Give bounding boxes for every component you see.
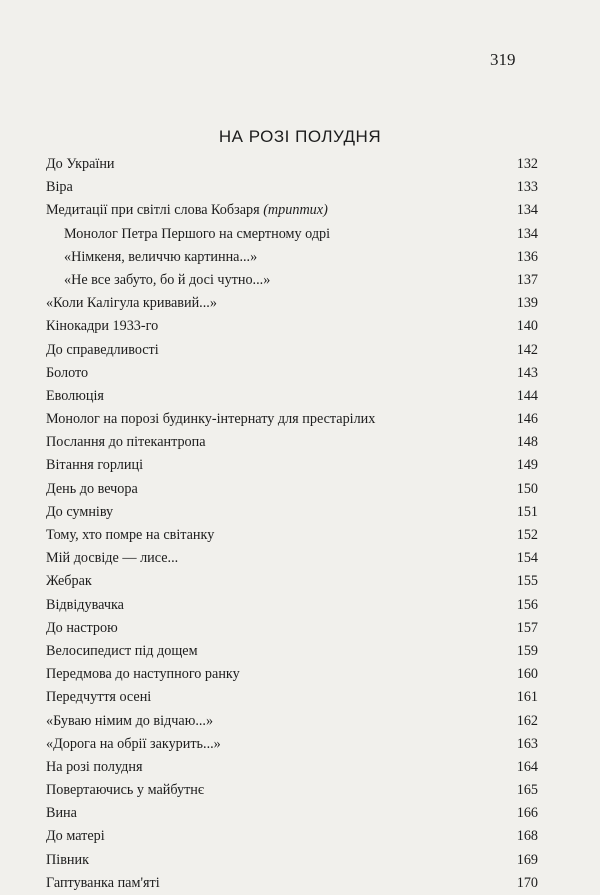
- toc-entry-page: 157: [516, 619, 538, 636]
- toc-entry-title: Мій досвіде — лисе...: [46, 550, 179, 567]
- toc-entry: [46, 547, 538, 570]
- toc-entry-page: 143: [516, 364, 538, 381]
- toc-entry-title: Гаптуванка пам'яті: [46, 874, 160, 891]
- toc-entry-page: 151: [516, 503, 538, 520]
- toc-entry-page: 146: [516, 411, 538, 428]
- toc-entry-title: Тому, хто помре на світанку: [46, 527, 215, 543]
- page-number: 319: [490, 50, 516, 69]
- table-of-contents: [46, 153, 538, 895]
- toc-entry: [46, 269, 538, 292]
- toc-entry: [46, 385, 538, 408]
- toc-entry: [46, 362, 538, 385]
- toc-entry: [46, 733, 538, 756]
- toc-entry-page: 148: [516, 434, 538, 451]
- toc-entry: [46, 524, 538, 547]
- toc-entry-page: 142: [516, 341, 538, 358]
- toc-entry-page: 149: [516, 457, 538, 474]
- toc-entry: [46, 315, 538, 338]
- toc-entry-title: До матері: [46, 828, 105, 845]
- toc-entry-page: 133: [516, 179, 538, 196]
- toc-entry-title: Болото: [46, 364, 89, 381]
- toc-entry: [46, 570, 538, 593]
- toc-entry: [46, 617, 538, 640]
- toc-entry-title: Повертаючись у майбутнє: [46, 782, 204, 799]
- toc-entry-title: Відвідувачка: [46, 596, 124, 613]
- toc-entry-title: До настрою: [46, 619, 118, 636]
- toc-entry-title: Послання до пітекантропа: [46, 434, 206, 451]
- toc-entry-title: До сумніву: [46, 503, 114, 520]
- toc-entry-title: До справедливості: [46, 341, 159, 358]
- toc-entry-title: Медитації при світлі слова Кобзаря (триптих): [46, 202, 328, 219]
- toc-entry-page: 168: [516, 828, 538, 845]
- toc-entry-page: 165: [516, 782, 538, 799]
- toc-entry-page: 161: [516, 689, 538, 706]
- toc-entry: [46, 339, 538, 362]
- toc-entry: [46, 594, 538, 617]
- toc-entry-title: День до вечора: [46, 480, 138, 497]
- toc-entry-title: Віра: [46, 179, 73, 196]
- toc-entry-title: Монолог на порозі будинку-інтернату для престарілих: [46, 411, 376, 428]
- toc-entry-title: На розі полудня: [46, 758, 143, 775]
- toc-entry: [46, 478, 538, 501]
- toc-entry-page: 134: [516, 202, 538, 219]
- toc-entry-title: Передмова до наступного ранку: [46, 666, 240, 683]
- toc-entry: [46, 686, 538, 709]
- section-title: НА РОЗІ ПОЛУДНЯ: [218, 127, 382, 146]
- toc-entry-title: Жебрак: [46, 573, 92, 590]
- toc-entry-page: 162: [516, 712, 538, 729]
- toc-entry-title: Велосипедист під дощем: [46, 642, 198, 659]
- toc-entry-page: 140: [516, 318, 538, 335]
- toc-entry: [46, 825, 538, 848]
- toc-entry-title: Монолог Петра Першого на смертному одрі: [64, 225, 331, 242]
- toc-entry-title: Півник: [46, 851, 89, 868]
- toc-entry-page: 166: [516, 805, 538, 822]
- toc-entry: [46, 199, 538, 222]
- toc-entry-page: 164: [516, 758, 538, 775]
- toc-entry-title: «Коли Калігула кривавий...»: [46, 295, 217, 312]
- toc-entry-page: 150: [516, 480, 538, 497]
- toc-entry: [46, 640, 538, 663]
- toc-entry-title: Еволюція: [46, 387, 104, 404]
- toc-entry: [46, 408, 538, 431]
- toc-entry-subtitle: (триптих): [263, 202, 328, 219]
- toc-entry: [46, 756, 538, 779]
- toc-entry: [46, 663, 538, 686]
- toc-entry-page: 134: [516, 225, 538, 242]
- toc-entry-title: Вина: [46, 805, 77, 822]
- toc-entry: [46, 710, 538, 733]
- toc-entry: [46, 849, 538, 872]
- toc-entry: [46, 779, 538, 802]
- toc-entry-title: «Не все забуто, бо й досі чутно...»: [64, 271, 271, 288]
- toc-entry: [46, 176, 538, 199]
- toc-entry-page: 144: [516, 387, 538, 404]
- toc-entry-title: «Німкеня, величчю картинна...»: [64, 248, 258, 265]
- toc-entry: [46, 454, 538, 477]
- toc-entry: [46, 802, 538, 825]
- toc-entry-title: Передчуття осені: [46, 689, 152, 706]
- toc-entry-page: 163: [516, 735, 538, 752]
- toc-entry-title: «Буваю німим до відчаю...»: [46, 712, 214, 729]
- toc-entry: [46, 872, 538, 895]
- toc-entry-page: 139: [516, 295, 538, 312]
- toc-entry: [46, 431, 538, 454]
- toc-entry-page: 170: [516, 874, 538, 891]
- toc-entry: [46, 292, 538, 315]
- toc-entry-page: 132: [516, 156, 538, 172]
- toc-entry-title: Вітання горлиці: [46, 457, 144, 474]
- toc-entry-title: «Дорога на обрії закурить...»: [46, 735, 221, 752]
- toc-entry-page: 159: [516, 642, 538, 659]
- toc-entry-page: 152: [516, 527, 538, 543]
- toc-entry: [46, 501, 538, 524]
- toc-entry-page: 160: [516, 666, 538, 683]
- toc-entry-page: 136: [516, 248, 538, 265]
- toc-entry-page: 169: [516, 851, 538, 868]
- toc-entry: [46, 153, 538, 176]
- toc-entry: [46, 246, 538, 269]
- toc-entry-page: 155: [516, 573, 538, 590]
- toc-entry-title: Кінокадри 1933-го: [46, 318, 159, 335]
- toc-entry-page: 156: [516, 596, 538, 613]
- toc-entry-page: 154: [516, 550, 538, 567]
- toc-entry: [46, 223, 538, 246]
- toc-entry-page: 137: [516, 271, 538, 288]
- toc-entry-title: До України: [46, 156, 115, 172]
